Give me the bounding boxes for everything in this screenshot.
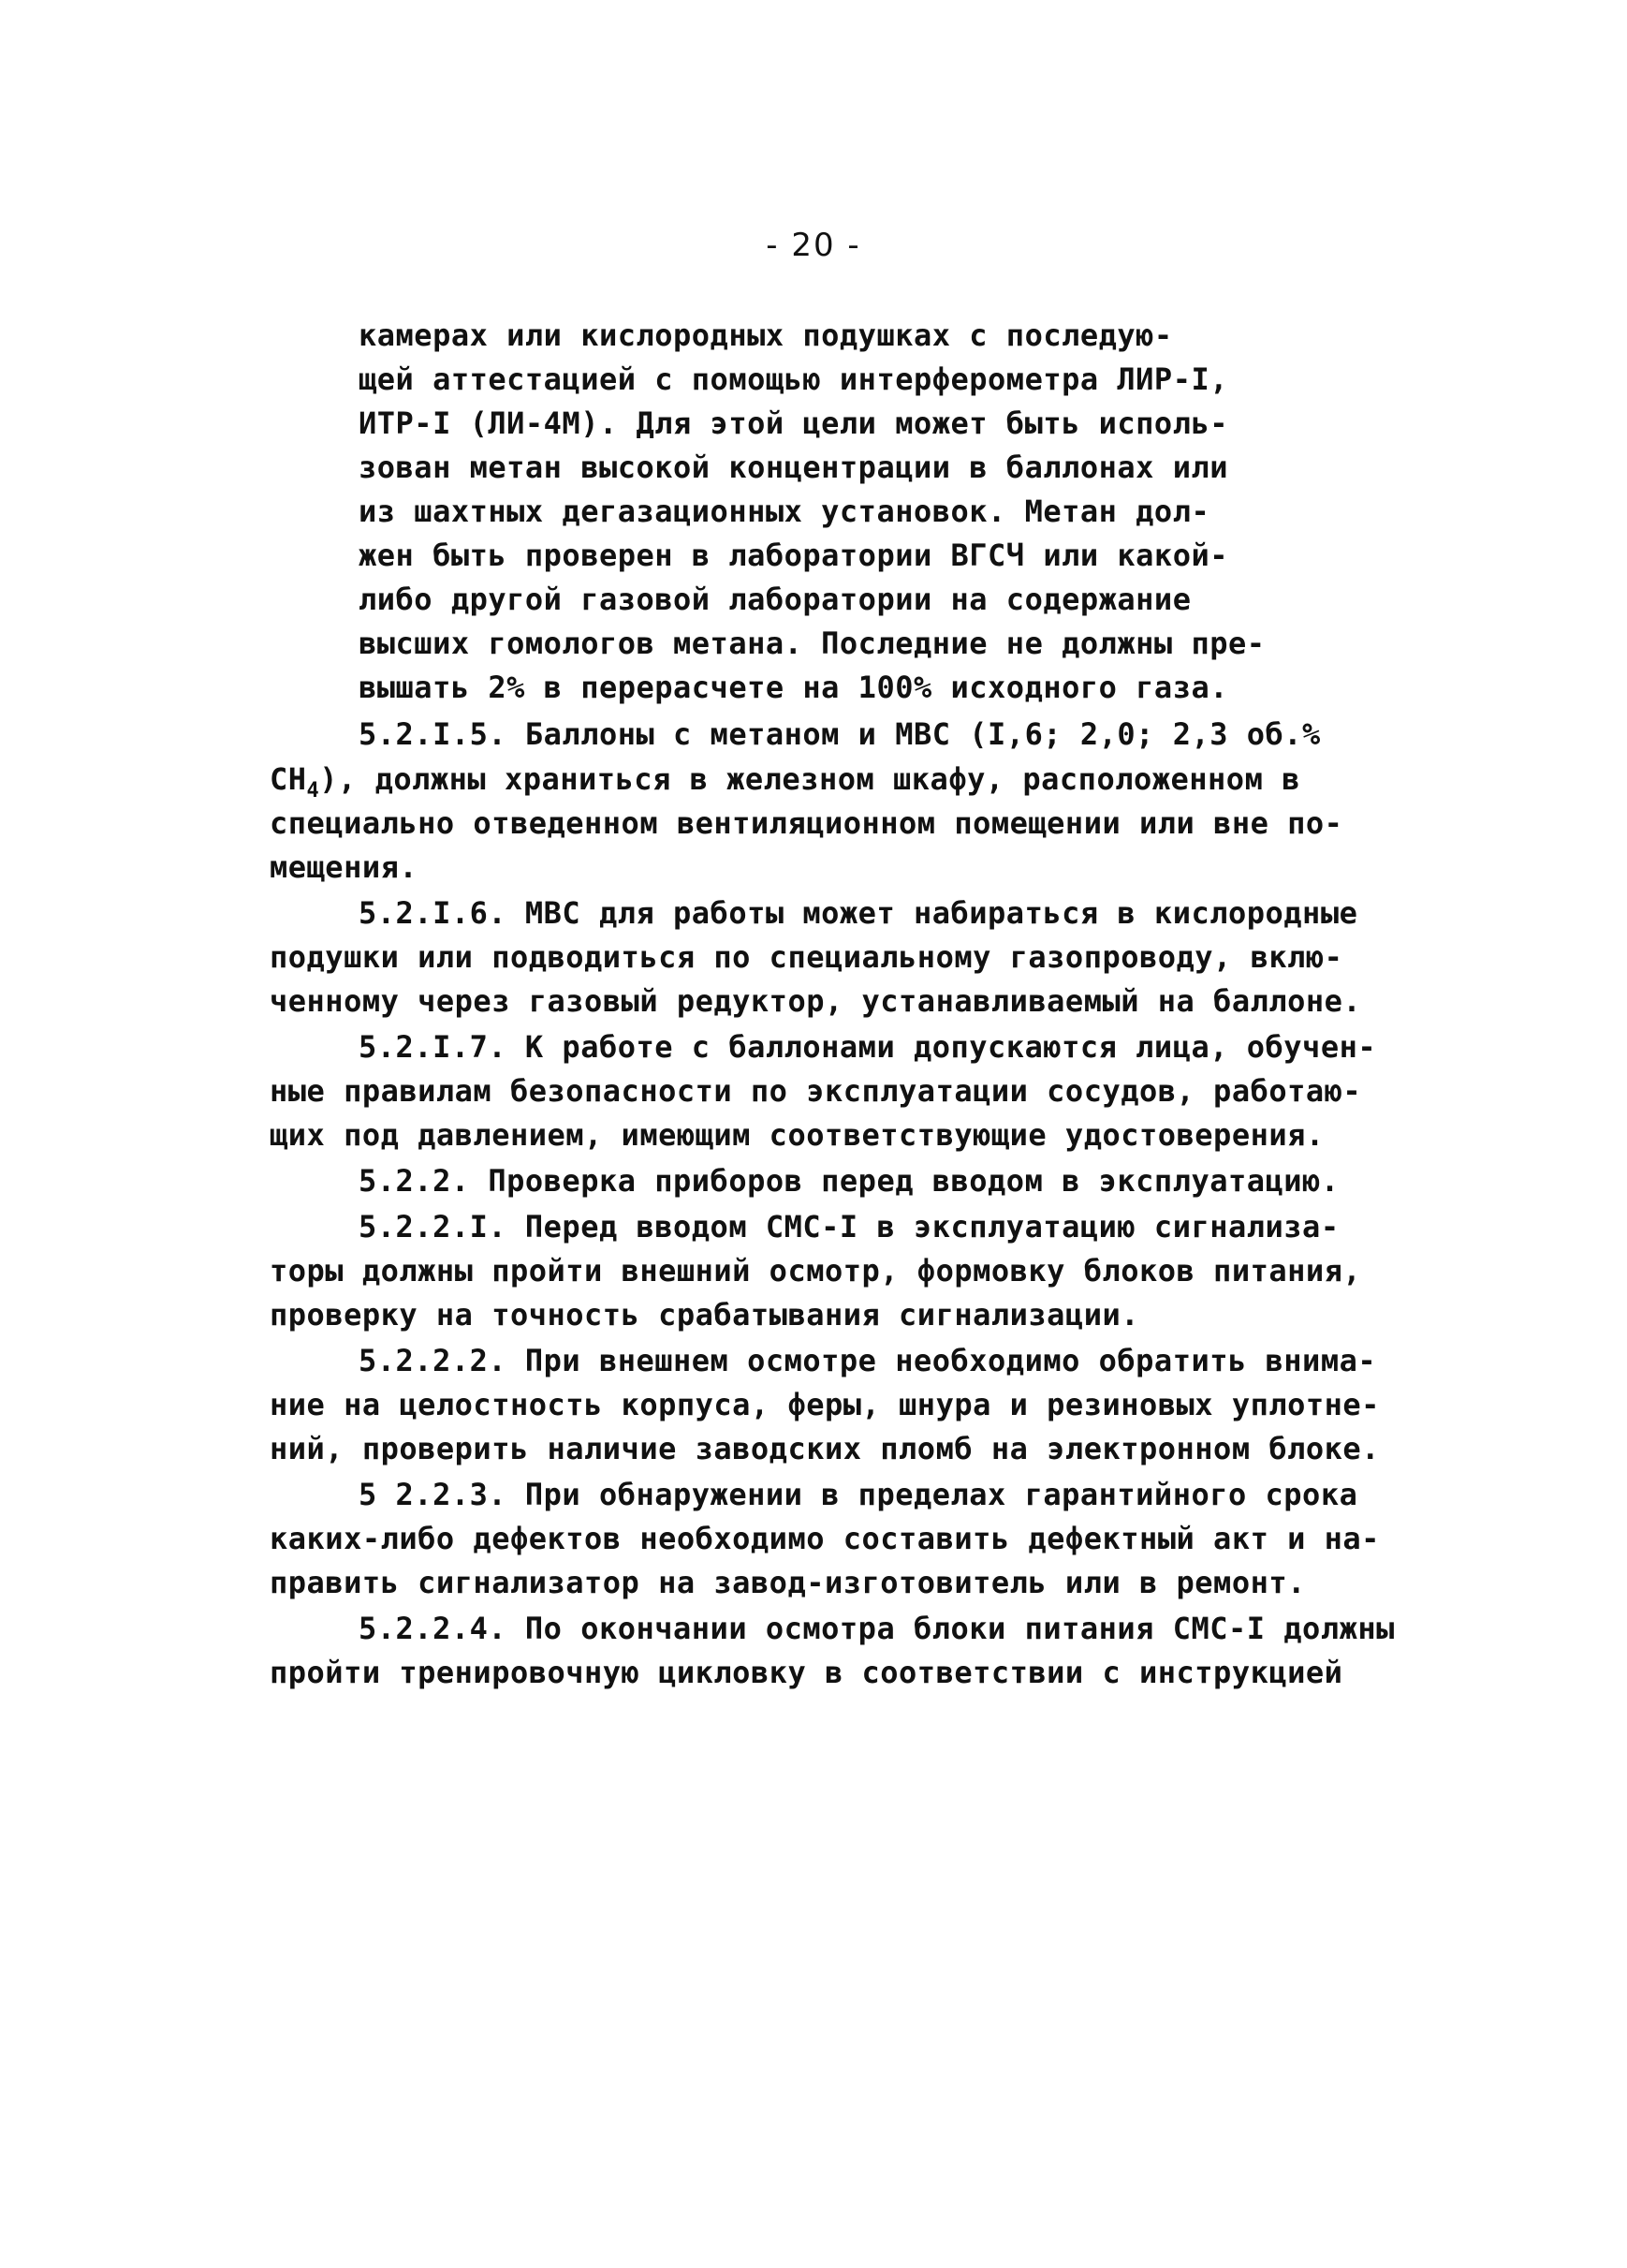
text-line: каких-либо дефектов необходимо составить дефектный акт и на- bbox=[270, 1521, 1380, 1556]
text-line: высших гомологов метана. Последние не должны пре- bbox=[359, 626, 1266, 661]
text-line: ченному через газовый редуктор, устанавливаемый на баллоне. bbox=[270, 983, 1362, 1019]
text-line: щих под давлением, имеющим соответствующие удостоверения. bbox=[270, 1117, 1325, 1153]
text-line: щей аттестацией с помощью интерферометра ЛИР-I, bbox=[359, 361, 1228, 397]
text-line: 5 2.2.3. При обнаружении в пределах гарантийного срока bbox=[359, 1477, 1358, 1512]
text-line: торы должны пройти внешний осмотр, формовку блоков питания, bbox=[270, 1253, 1362, 1289]
text-line: 5.2.I.7. К работе с баллонами допускаются лица, обучен- bbox=[359, 1029, 1377, 1065]
text-line-formula bbox=[270, 760, 1300, 810]
text-line: жен быть проверен в лаборатории ВГСЧ или какой- bbox=[359, 538, 1228, 573]
text-line: вышать 2% в перерасчете на 100% исходного газа. bbox=[359, 670, 1228, 705]
text-line: 5.2.I.6. МВС для работы может набираться в кислородные bbox=[359, 895, 1358, 931]
text-line: зован метан высокой концентрации в баллонах или bbox=[359, 449, 1228, 485]
text-line: 5.2.2.4. По окончании осмотра блоки питания СМС-I должны bbox=[359, 1611, 1395, 1646]
text-line: либо другой газовой лаборатории на содержание bbox=[359, 582, 1192, 617]
page-number: - 20 - bbox=[766, 227, 861, 264]
text-line: 5.2.2.2. При внешнем осмотре необходимо обратить внима- bbox=[359, 1343, 1377, 1378]
text-line: 5.2.2. Проверка приборов перед вводом в эксплуатацию. bbox=[359, 1163, 1340, 1199]
text-line: мещения. bbox=[270, 849, 418, 885]
text-line: 5.2.I.5. Баллоны с метаном и МВС (I,6; 2,0; 2,3 об.% bbox=[359, 716, 1321, 752]
text-line: проверку на точность срабатывания сигнализации. bbox=[270, 1297, 1139, 1333]
text-line: ИТР-I (ЛИ-4М). Для этой цели может быть исполь- bbox=[359, 405, 1228, 441]
text-line: камерах или кислородных подушках с последую- bbox=[359, 317, 1173, 353]
text-line: специально отведенном вентиляционном помещении или вне по- bbox=[270, 805, 1343, 841]
text-line: пройти тренировочную цикловку в соответствии с инструкцией bbox=[270, 1655, 1343, 1690]
chemical-formula-ch: CH bbox=[270, 761, 307, 797]
text-line: ные правилам безопасности по эксплуатации сосудов, работаю- bbox=[270, 1073, 1362, 1109]
text-line-rest: ), должны храниться в железном шкафу, расположенном в bbox=[319, 761, 1300, 797]
chemical-formula-subscript: 4 bbox=[306, 779, 320, 803]
text-line: править сигнализатор на завод-изготовитель или в ремонт. bbox=[270, 1565, 1306, 1600]
text-line: ний, проверить наличие заводских пломб на электронном блоке. bbox=[270, 1431, 1380, 1466]
text-line: ние на целостность корпуса, феры, шнура и резиновых уплотне- bbox=[270, 1387, 1380, 1422]
text-line: из шахтных дегазационных установок. Метан дол- bbox=[359, 493, 1210, 529]
text-line: подушки или подводиться по специальному газопроводу, вклю- bbox=[270, 939, 1343, 975]
text-line: 5.2.2.I. Перед вводом СМС-I в эксплуатацию сигнализа- bbox=[359, 1209, 1340, 1244]
